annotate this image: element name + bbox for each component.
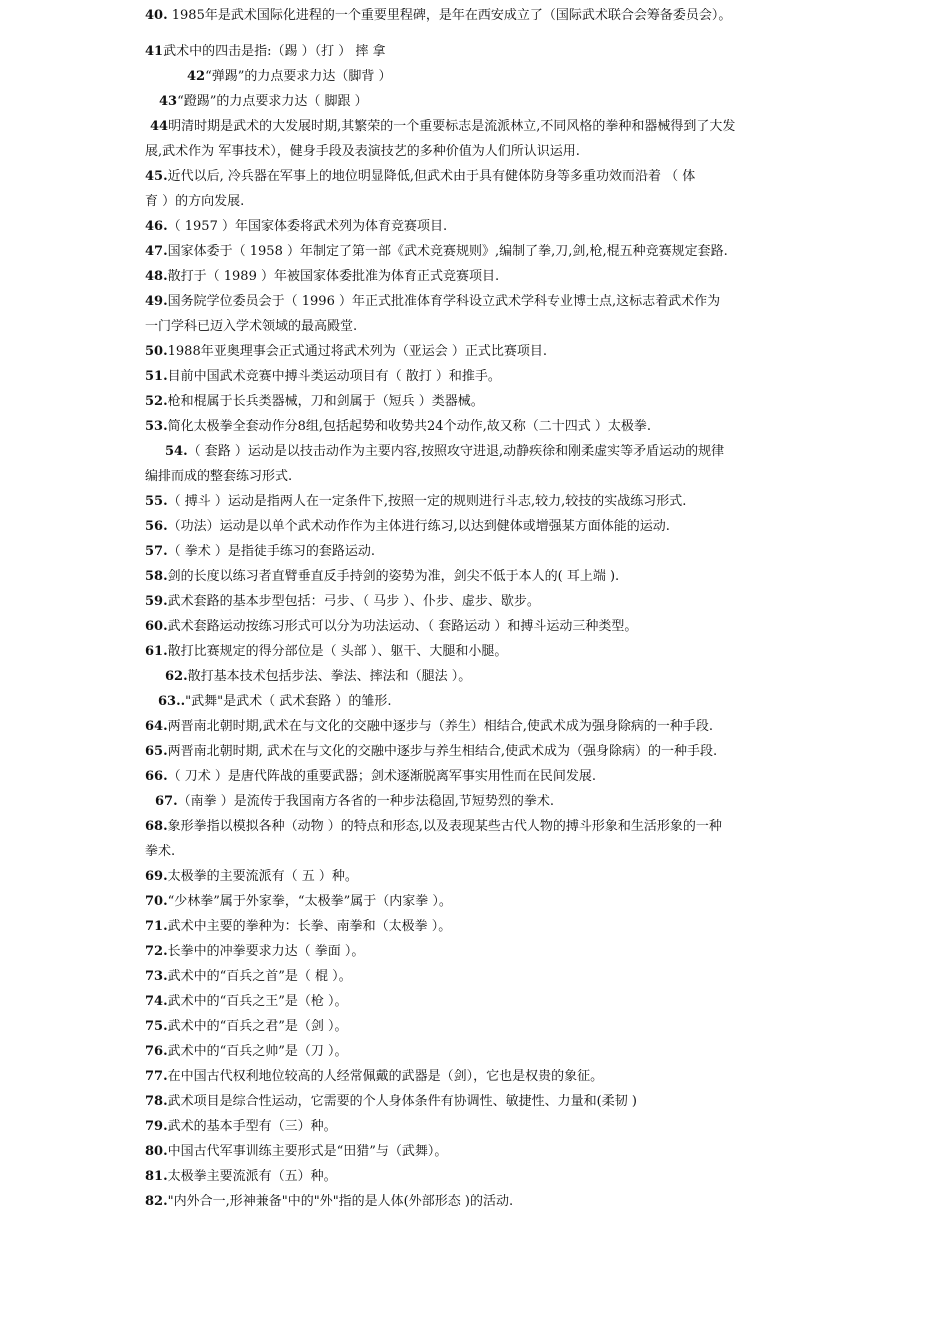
question-line xyxy=(145,594,810,610)
question-text: “蹬踢”的力点要求力达（ 脚跟 ） xyxy=(177,94,368,109)
question-text: （功法）运动是以单个武术动作作为主体进行练习,以达到健体或增强某方面体能的运动. xyxy=(167,519,670,534)
question-text: “少林拳”属于外家拳，“太极拳”属于（内家拳 ）。 xyxy=(167,894,452,909)
question-number: 40. xyxy=(145,8,168,23)
question-line xyxy=(145,44,810,60)
question-line xyxy=(145,394,810,410)
question-text: 太极拳主要流派有（五）种。 xyxy=(167,1169,337,1184)
question-number: 57. xyxy=(145,544,168,559)
question-number: 49. xyxy=(145,294,168,309)
question-number: 68. xyxy=(145,819,168,834)
question-number: 54. xyxy=(165,444,188,459)
question-line xyxy=(145,994,810,1010)
question-text: 武术中的四击是指:（踢 ）（打 ） 摔 拿 xyxy=(163,44,386,59)
question-line xyxy=(145,819,810,835)
question-number: 76. xyxy=(145,1044,168,1059)
question-number: 56. xyxy=(145,519,168,534)
question-text: 散打比赛规定的得分部位是（ 头部 ）、躯干、大腿和小腿。 xyxy=(167,644,508,659)
question-line xyxy=(145,1194,810,1210)
question-text: 在中国古代权利地位较高的人经常佩戴的武器是（剑），它也是权贵的象征。 xyxy=(167,1069,604,1084)
question-line xyxy=(145,1069,810,1085)
question-text: “弹踢”的力点要求力达（脚背 ） xyxy=(205,69,392,84)
question-text: 育 ）的方向发展. xyxy=(145,194,245,209)
question-line xyxy=(145,719,810,735)
question-text: 一门学科已迈入学术领域的最高殿堂. xyxy=(145,319,358,334)
question-line xyxy=(145,244,810,260)
question-number: 72. xyxy=(145,944,168,959)
question-text: 枪和棍属于长兵类器械，刀和剑属于（短兵 ）类器械。 xyxy=(167,394,484,409)
question-number: 51. xyxy=(145,369,168,384)
question-text: 国家体委于（ 1958 ）年制定了第一部《武术竞赛规则》,编制了拳,刀,剑,枪,棍五种竞赛规定套路. xyxy=(167,244,728,259)
question-line xyxy=(145,1019,810,1035)
question-line xyxy=(145,69,852,85)
question-text: 太极拳的主要流派有（ 五 ）种。 xyxy=(167,869,358,884)
question-line xyxy=(145,869,810,885)
question-number: 48. xyxy=(145,269,168,284)
question-text: 象形拳指以模拟各种（动物 ）的特点和形态,以及表现某些古代人物的搏斗形象和生活形象的一种 xyxy=(167,819,722,834)
question-line xyxy=(145,1144,810,1160)
question-line xyxy=(145,494,810,510)
question-line xyxy=(145,969,810,985)
question-text: 明清时期是武术的大发展时期,其繁荣的一个重要标志是流派林立,不同风格的拳种和器械得到了大发 xyxy=(168,119,736,134)
question-number: 64. xyxy=(145,719,168,734)
question-text: 散打基本技术包括步法、拳法、摔法和（腿法 ）。 xyxy=(187,669,472,684)
question-number: 43 xyxy=(159,94,178,109)
question-number: 67. xyxy=(155,794,178,809)
question-line xyxy=(145,144,810,160)
question-number: 66. xyxy=(145,769,168,784)
question-line xyxy=(145,369,810,385)
question-number: 52. xyxy=(145,394,168,409)
question-text: "武舞"是武术（ 武术套路 ）的雏形. xyxy=(185,694,392,709)
question-number: 73. xyxy=(145,969,168,984)
question-number: 74. xyxy=(145,994,168,1009)
question-text: 武术中的“百兵之首”是（ 棍 ）。 xyxy=(167,969,352,984)
question-line xyxy=(145,519,810,535)
question-number: 69. xyxy=(145,869,168,884)
question-text: 长拳中的冲拳要求力达（ 拳面 ）。 xyxy=(167,944,365,959)
question-line xyxy=(145,544,810,560)
question-line xyxy=(145,944,810,960)
question-line xyxy=(145,169,810,185)
question-text: 武术套路的基本步型包括：弓步、（ 马步 ）、仆步、虚步、歇步。 xyxy=(167,594,540,609)
question-number: 42 xyxy=(187,69,206,84)
question-text: 剑的长度以练习者直臂垂直反手持剑的姿势为准，剑尖不低于本人的( 耳上端 ). xyxy=(167,569,620,584)
question-text: 武术中的“百兵之君”是（剑 ）。 xyxy=(167,1019,348,1034)
question-number: 80. xyxy=(145,1144,168,1159)
question-text: 拳术. xyxy=(145,844,176,859)
question-text: 近代以后, 冷兵器在军事上的地位明显降低,但武术由于具有健体防身等多重功效而沿着 （ 体 xyxy=(167,169,696,184)
question-line xyxy=(145,1169,810,1185)
question-number: 62. xyxy=(165,669,188,684)
question-text: 展,武术作为 军事技术），健身手段及表演技艺的多种价值为人们所认识运用. xyxy=(145,144,580,159)
question-number: 44 xyxy=(150,119,169,134)
question-text: 中国古代军事训练主要形式是“田猎”与（武舞）。 xyxy=(167,1144,448,1159)
question-number: 71. xyxy=(145,919,168,934)
question-text: （ 刀术 ）是唐代阵战的重要武器；剑术逐渐脱离军事实用性而在民间发展. xyxy=(167,769,597,784)
question-line xyxy=(145,269,810,285)
question-line xyxy=(145,469,810,485)
question-text: （ 套路 ）运动是以技击动作为主要内容,按照攻守进退,动静疾徐和刚柔虚实等矛盾运动的规律 xyxy=(187,444,725,459)
question-text: 1988年亚奥理事会正式通过将武术列为（亚运会 ）正式比赛项目. xyxy=(167,344,547,359)
question-number: 79. xyxy=(145,1119,168,1134)
question-text: 武术套路运动按练习形式可以分为功法运动、（ 套路运动 ）和搏斗运动三种类型。 xyxy=(167,619,638,634)
question-line xyxy=(145,619,810,635)
question-text: （ 拳术 ）是指徒手练习的套路运动. xyxy=(167,544,376,559)
question-text: 两晋南北朝时期,武术在与文化的交融中逐步与（养生）相结合,使武术成为强身除病的一种手段. xyxy=(167,719,714,734)
question-line xyxy=(145,894,810,910)
question-line xyxy=(145,919,810,935)
question-number: 70. xyxy=(145,894,168,909)
question-number: 47. xyxy=(145,244,168,259)
question-line xyxy=(145,94,824,110)
question-number: 60. xyxy=(145,619,168,634)
question-number: 45. xyxy=(145,169,168,184)
question-text: 目前中国武术竞赛中搏斗类运动项目有（ 散打 ）和推手。 xyxy=(167,369,501,384)
question-text: 1985年是武术国际化进程的一个重要里程碑，是年在西安成立了（国际武术联合会筹备委员会）。 xyxy=(167,8,732,23)
question-line xyxy=(145,1094,810,1110)
question-text: 武术中的“百兵之帅”是（刀 ）。 xyxy=(167,1044,348,1059)
question-line xyxy=(145,219,810,235)
question-text: 武术中主要的拳种为：长拳、南拳和（太极拳 ）。 xyxy=(167,919,452,934)
question-text: 国务院学位委员会于（ 1996 ）年正式批准体育学科设立武术学科专业博士点,这标志着武术作为 xyxy=(167,294,721,309)
question-line xyxy=(145,794,820,810)
question-number: 46. xyxy=(145,219,168,234)
question-line xyxy=(145,844,810,860)
question-number: 81. xyxy=(145,1169,168,1184)
question-text: （ 1957 ）年国家体委将武术列为体育竞赛项目. xyxy=(167,219,448,234)
question-number: 61. xyxy=(145,644,168,659)
question-line xyxy=(145,744,810,760)
question-text: 简化太极拳全套动作分8组,包括起势和收势共24个动作,故又称（二十四式 ）太极拳. xyxy=(167,419,651,434)
question-line xyxy=(145,419,810,435)
question-number: 75. xyxy=(145,1019,168,1034)
question-text: 武术的基本手型有（三）种。 xyxy=(167,1119,337,1134)
question-text: 两晋南北朝时期, 武术在与文化的交融中逐步与养生相结合,使武术成为（强身除病）的一种手段. xyxy=(167,744,718,759)
question-line xyxy=(145,119,815,135)
question-number: 58. xyxy=(145,569,168,584)
question-text: 武术中的“百兵之王”是（枪 ）。 xyxy=(167,994,348,1009)
question-text: 散打于（ 1989 ）年被国家体委批准为体育正式竞赛项目. xyxy=(167,269,500,284)
question-number: 59. xyxy=(145,594,168,609)
question-number: 78. xyxy=(145,1094,168,1109)
question-line xyxy=(145,644,810,660)
question-line xyxy=(145,669,830,685)
question-text: "内外合一,形神兼备"中的"外"指的是人体(外部形态 )的活动. xyxy=(167,1194,514,1209)
question-line xyxy=(145,194,810,210)
question-number: 53. xyxy=(145,419,168,434)
question-text: （南拳 ）是流传于我国南方各省的一种步法稳固,节短势烈的拳术. xyxy=(177,794,555,809)
question-number: 65. xyxy=(145,744,168,759)
question-line xyxy=(145,444,830,460)
question-line xyxy=(145,344,810,360)
question-line xyxy=(145,319,810,335)
question-line xyxy=(145,1119,810,1135)
question-number: 63.. xyxy=(158,694,186,709)
question-line xyxy=(145,694,823,710)
question-number: 55. xyxy=(145,494,168,509)
question-line xyxy=(145,569,810,585)
question-number: 77. xyxy=(145,1069,168,1084)
question-text: 编排而成的整套练习形式. xyxy=(145,469,293,484)
question-text: （ 搏斗 ）运动是指两人在一定条件下,按照一定的规则进行斗志,较力,较技的实战练习形式. xyxy=(167,494,687,509)
question-line xyxy=(145,294,810,310)
question-number: 82. xyxy=(145,1194,168,1209)
question-line xyxy=(145,769,810,785)
question-number: 41 xyxy=(145,44,164,59)
question-line xyxy=(145,1044,810,1060)
question-line xyxy=(145,8,810,24)
question-text: 武术项目是综合性运动，它需要的个人身体条件有协调性、敏捷性、力量和(柔韧 ) xyxy=(167,1094,637,1109)
question-number: 50. xyxy=(145,344,168,359)
